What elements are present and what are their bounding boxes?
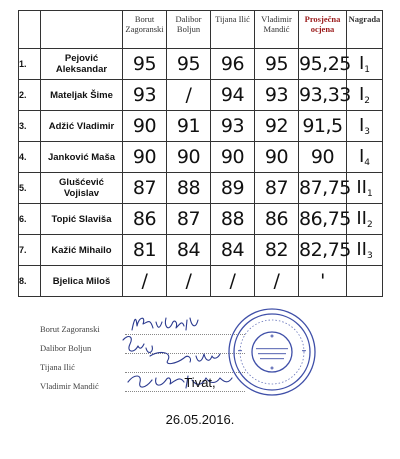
rank-cell: 7.: [19, 235, 41, 266]
award-cell: [347, 80, 383, 111]
judge-header: Vladimir Mandić: [255, 11, 299, 49]
name-header: [41, 11, 123, 49]
rank-cell: 3.: [19, 111, 41, 142]
score-cell: 86: [255, 204, 299, 235]
table-row: [19, 173, 383, 204]
name-cell: Topić Slaviša: [41, 204, 123, 235]
rank-cell: 1.: [19, 49, 41, 80]
award-level: II: [356, 208, 367, 229]
award-level: I: [358, 53, 365, 74]
score-cell: 82: [255, 235, 299, 266]
header-row: [19, 11, 383, 49]
average-cell: 82,75: [299, 235, 347, 266]
signatory-name: Dalibor Boljun: [40, 343, 92, 353]
award-header: Nagrada: [347, 11, 383, 49]
table-row: [19, 49, 383, 80]
score-cell: /: [167, 266, 211, 297]
score-cell: 94: [211, 80, 255, 111]
award-rank: 1: [366, 189, 373, 199]
award-cell: [347, 111, 383, 142]
score-cell: /: [123, 266, 167, 297]
award-rank: 4: [364, 158, 371, 168]
name-cell: Pejović Aleksandar: [41, 49, 123, 80]
rank-cell: 6.: [19, 204, 41, 235]
score-cell: 81: [123, 235, 167, 266]
rank-header: [19, 11, 41, 49]
table-row: [19, 80, 383, 111]
score-cell: 88: [211, 204, 255, 235]
award-rank: 3: [366, 251, 373, 261]
name-cell: Glušćević Vojislav: [41, 173, 123, 204]
score-cell: 91: [167, 111, 211, 142]
place: Tivat,: [184, 375, 216, 390]
award-level: II: [356, 177, 367, 198]
award-level: I: [358, 146, 365, 167]
score-cell: 93: [211, 111, 255, 142]
table-row: [19, 235, 383, 266]
score-cell: 90: [211, 142, 255, 173]
average-header: Prosječna ocjena: [299, 11, 347, 49]
score-cell: 86: [123, 204, 167, 235]
rank-cell: 2.: [19, 80, 41, 111]
score-cell: 95: [167, 49, 211, 80]
award-rank: 1: [364, 65, 371, 75]
average-cell: 95,25: [299, 49, 347, 80]
table-row: [19, 142, 383, 173]
judge-header: Tijana Ilić: [211, 11, 255, 49]
signatory-name: Tijana Ilić: [40, 362, 75, 372]
score-cell: /: [167, 80, 211, 111]
score-cell: 87: [255, 173, 299, 204]
name-cell: Adžić Vladimir: [41, 111, 123, 142]
average-cell: 91,5: [299, 111, 347, 142]
award-cell: [347, 49, 383, 80]
results-table: [18, 10, 383, 297]
rank-cell: 8.: [19, 266, 41, 297]
average-cell: 87,75: [299, 173, 347, 204]
score-cell: 92: [255, 111, 299, 142]
score-cell: 90: [167, 142, 211, 173]
average-cell: 86,75: [299, 204, 347, 235]
score-cell: 96: [211, 49, 255, 80]
date: 26.05.2016.: [165, 412, 235, 427]
award-level: I: [358, 115, 365, 136]
award-level: I: [358, 84, 365, 105]
rank-cell: 4.: [19, 142, 41, 173]
name-cell: Kažić Mihailo: [41, 235, 123, 266]
signatory-name: Vladimir Mandić: [40, 381, 99, 391]
award-cell: [347, 204, 383, 235]
table-row: [19, 111, 383, 142]
name-cell: Janković Maša: [41, 142, 123, 173]
score-cell: 90: [123, 142, 167, 173]
average-cell: 93,33: [299, 80, 347, 111]
score-cell: 84: [167, 235, 211, 266]
score-cell: 89: [211, 173, 255, 204]
judge-header: Dalibor Boljun: [167, 11, 211, 49]
score-cell: 84: [211, 235, 255, 266]
score-cell: 95: [123, 49, 167, 80]
score-cell: /: [211, 266, 255, 297]
award-cell: [347, 173, 383, 204]
score-cell: 93: [255, 80, 299, 111]
score-cell: 95: [255, 49, 299, 80]
average-cell: ': [299, 266, 347, 297]
score-cell: 90: [123, 111, 167, 142]
award-rank: 2: [364, 96, 371, 106]
score-cell: 87: [167, 204, 211, 235]
name-cell: Mateljak Šime: [41, 80, 123, 111]
award-cell: [347, 266, 383, 297]
rank-cell: 5.: [19, 173, 41, 204]
score-cell: 87: [123, 173, 167, 204]
table-row: [19, 266, 383, 297]
average-cell: 90: [299, 142, 347, 173]
score-cell: /: [255, 266, 299, 297]
score-cell: 93: [123, 80, 167, 111]
score-cell: 90: [255, 142, 299, 173]
table-row: [19, 204, 383, 235]
award-rank: 2: [366, 220, 373, 230]
name-cell: Bjelica Miloš: [41, 266, 123, 297]
award-cell: [347, 235, 383, 266]
award-cell: [347, 142, 383, 173]
signatory-name: Borut Zagoranski: [40, 324, 100, 334]
judge-header: Borut Zagoranski: [123, 11, 167, 49]
score-cell: 88: [167, 173, 211, 204]
award-level: II: [356, 239, 367, 260]
award-rank: 3: [364, 127, 371, 137]
